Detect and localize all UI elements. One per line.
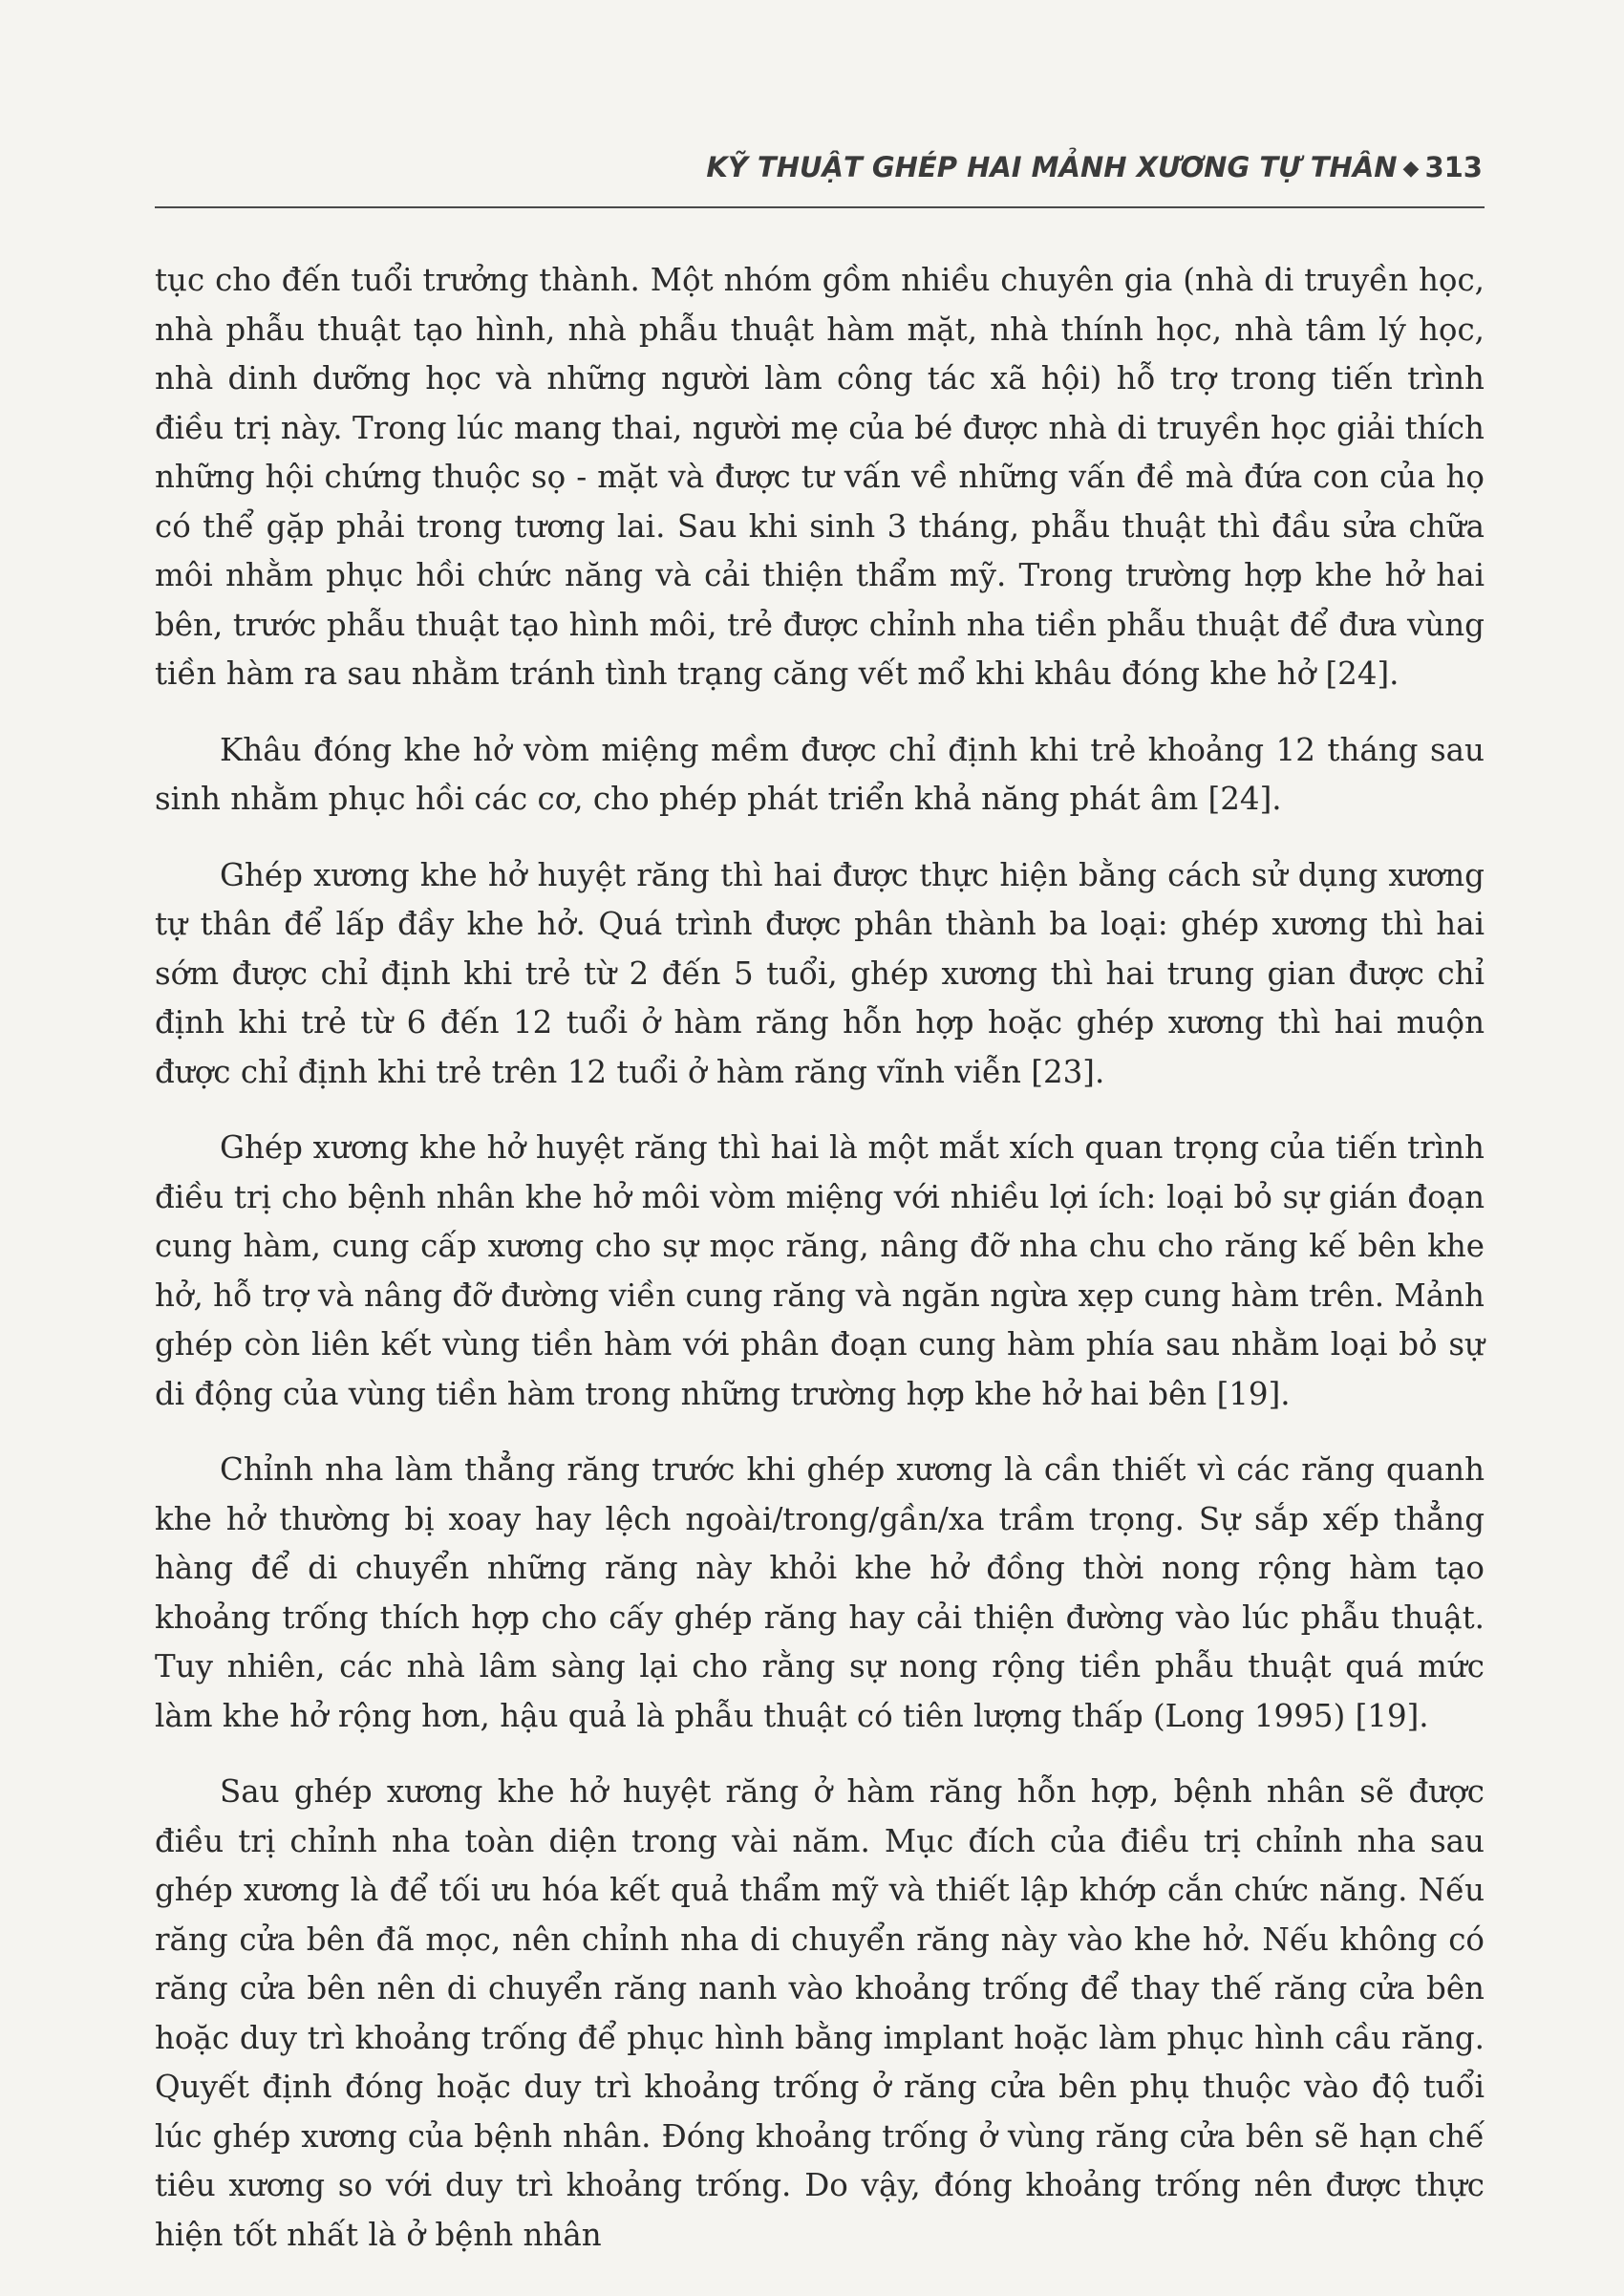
diamond-icon: ◆ bbox=[1402, 157, 1420, 181]
running-header bbox=[155, 151, 1485, 208]
chapter-title: KỸ THUẬT GHÉP HAI MẢNH XƯƠNG TỰ THÂN bbox=[706, 151, 1398, 183]
body-text bbox=[155, 256, 1485, 2286]
paragraph: Ghép xương khe hở huyệt răng thì hai được thực hiện bằng cách sử dụng xương tự thân để lấp đầy khe hở. Quá trình được phân thành ba loại: ghép xương thì hai sớm được chỉ định khi trẻ từ 2 đến 5 tuổi, ghép xương thì hai trung gian được chỉ định khi trẻ từ 6 đến 12 tuổi ở hàm răng hỗn hợp hoặc ghép xương thì hai muộn được chỉ định khi trẻ trên 12 tuổi ở hàm răng vĩnh viễn [23]. bbox=[155, 856, 1485, 1090]
header-text bbox=[706, 151, 1483, 183]
paragraph: Ghép xương khe hở huyệt răng thì hai là một mắt xích quan trọng của tiến trình điều trị cho bệnh nhân khe hở môi vòm miệng với nhiều lợi ích: loại bỏ sự gián đoạn cung hàm, cung cấp xương cho sự mọc răng, nâng đỡ nha chu cho răng kế bên khe hở, hỗ trợ và nâng đỡ đường viền cung răng và ngăn ngừa xẹp cung hàm trên. Mảnh ghép còn liên kết vùng tiền hàm với phân đoạn cung hàm phía sau nhằm loại bỏ sự di động của vùng tiền hàm trong những trường hợp khe hở hai bên [19]. bbox=[155, 1129, 1485, 1412]
paragraph: Khâu đóng khe hở vòm miệng mềm được chỉ định khi trẻ khoảng 12 tháng sau sinh nhằm phục hồi các cơ, cho phép phát triển khả năng phát âm [24]. bbox=[155, 731, 1485, 817]
paragraph-continued: tục cho đến tuổi trưởng thành. Một nhóm gồm nhiều chuyên gia (nhà di truyền học, nhà phẫu thuật tạo hình, nhà phẫu thuật hàm mặt, nhà thính học, nhà tâm lý học, nhà dinh dưỡng học và những người làm công tác xã hội) hỗ trợ trong tiến trình điều trị này. Trong lúc mang thai, người mẹ của bé được nhà di truyền học giải thích những hội chứng thuộc sọ - mặt và được tư vấn về những vấn đề mà đứa con của họ có thể gặp phải trong tương lai. Sau khi sinh 3 tháng, phẫu thuật thì đầu sửa chữa môi nhằm phục hồi chức năng và cải thiện thẩm mỹ. Trong trường hợp khe hở hai bên, trước phẫu thuật tạo hình môi, trẻ được chỉnh nha tiền phẫu thuật để đưa vùng tiền hàm ra sau nhằm tránh tình trạng căng vết mổ khi khâu đóng khe hở [24]. bbox=[155, 262, 1485, 692]
page-number: 313 bbox=[1424, 151, 1483, 183]
paragraph: Chỉnh nha làm thẳng răng trước khi ghép xương là cần thiết vì các răng quanh khe hở thường bị xoay hay lệch ngoài/trong/gần/xa trầm trọng. Sự sắp xếp thẳng hàng để di chuyển những răng này khỏi khe hở đồng thời nong rộng hàm tạo khoảng trống thích hợp cho cấy ghép răng hay cải thiện đường vào lúc phẫu thuật. Tuy nhiên, các nhà lâm sàng lại cho rằng sự nong rộng tiền phẫu thuật quá mức làm khe hở rộng hơn, hậu quả là phẫu thuật có tiên lượng thấp (Long 1995) [19]. bbox=[155, 1451, 1485, 1734]
paragraph: Sau ghép xương khe hở huyệt răng ở hàm răng hỗn hợp, bệnh nhân sẽ được điều trị chỉnh nha toàn diện trong vài năm. Mục đích của điều trị chỉnh nha sau ghép xương là để tối ưu hóa kết quả thẩm mỹ và thiết lập khớp cắn chức năng. Nếu răng cửa bên đã mọc, nên chỉnh nha di chuyển răng này vào khe hở. Nếu không có răng cửa bên nên di chuyển răng nanh vào khoảng trống để thay thế răng cửa bên hoặc duy trì khoảng trống để phục hình bằng implant hoặc làm phục hình cầu răng. Quyết định đóng hoặc duy trì khoảng trống ở răng cửa bên phụ thuộc vào độ tuổi lúc ghép xương của bệnh nhân. Đóng khoảng trống ở vùng răng cửa bên sẽ hạn chế tiêu xương so với duy trì khoảng trống. Do vậy, đóng khoảng trống nên được thực hiện tốt nhất là ở bệnh nhân bbox=[155, 1773, 1485, 2253]
